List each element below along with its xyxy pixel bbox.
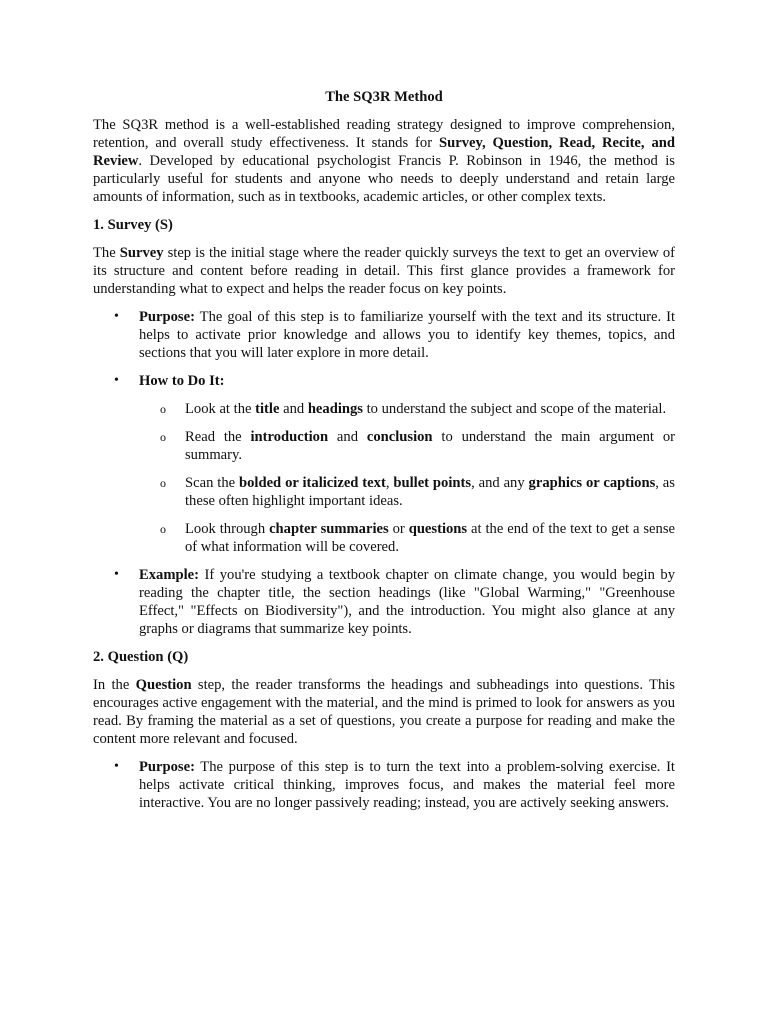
document-title: The SQ3R Method (325, 89, 443, 105)
intro-text-1: The SQ3R method is a well-established reading strategy designed to improve comprehension, retention, and overall study effectiveness. It stands for (93, 117, 675, 151)
sub-bullet-icon: o (160, 402, 166, 416)
subitem-text: or (388, 521, 409, 537)
bullet-icon: • (114, 567, 119, 582)
question-heading: 2. Question (Q) (93, 649, 189, 665)
survey-howto-subitem (139, 474, 675, 510)
question-bullet-list (93, 758, 675, 812)
subitem-text: Look at the (185, 401, 256, 417)
survey-paragraph (93, 244, 675, 298)
sub-bullet-icon: o (160, 522, 166, 536)
survey-purpose-text: The goal of this step is to familiarize yourself with the text and its structure. It helps to activate prior knowledge and allows you to identify key themes, topics, and sections that you will later explore in more detail. (139, 309, 675, 361)
subitem-text: to understand the subject and scope of the material. (362, 401, 667, 417)
subitem-text: , and any (471, 475, 529, 491)
survey-purpose-label: Purpose: (139, 309, 195, 325)
question-bold-term: Question (135, 677, 192, 693)
subitem-text: Read the (185, 429, 251, 445)
subitem-text: , as these often highlight important ideas. (185, 475, 675, 509)
question-text-1: In the (93, 677, 136, 693)
survey-example-label: Example: (139, 567, 199, 583)
document-body (93, 88, 675, 822)
survey-heading: 1. Survey (S) (93, 217, 173, 233)
survey-bold-term: Survey (119, 245, 164, 261)
survey-example-text: If you're studying a textbook chapter on climate change, you would begin by reading the chapter title, the section headings (like "Global Warming," "Greenhouse Effect," "Effects on Biodiversity"), and the introduction. You might also glance at any graphs or diagrams that summarize key points. (139, 567, 675, 637)
question-purpose-label: Purpose: (139, 759, 195, 775)
subitem-text: and (279, 401, 308, 417)
subitem-bold: graphics or captions (528, 475, 656, 491)
subitem-bold: bolded or italicized text (239, 475, 386, 491)
survey-howto-sublist (139, 400, 675, 556)
subitem-text: and (328, 429, 367, 445)
subitem-text: Scan the (185, 475, 239, 491)
sub-bullet-icon: o (160, 430, 166, 444)
sub-bullet-icon: o (160, 476, 166, 490)
survey-howto-subitem (139, 520, 675, 556)
survey-howto-subitem (139, 400, 675, 418)
survey-bullet-list (93, 308, 675, 638)
intro-paragraph (93, 116, 675, 206)
subitem-bold: chapter summaries (269, 521, 389, 537)
survey-text-2: step is the initial stage where the reader quickly surveys the text to get an overview of its structure and content before reading in detail. This first glance provides a framework for understanding what to expect and helps the reader focus on key points. (93, 245, 675, 297)
subitem-text: , (385, 475, 394, 491)
subitem-bold: introduction (250, 429, 329, 445)
survey-purpose-item (93, 308, 675, 362)
bullet-icon: • (114, 373, 119, 388)
question-purpose-text: The purpose of this step is to turn the text into a problem-solving exercise. It helps activate critical thinking, improves focus, and makes the material feel more interactive. You are no longer passively reading; instead, you are actively seeking answers. (139, 759, 675, 811)
question-text-2: step, the reader transforms the headings and subheadings into questions. This encourages active engagement with the material, and the mind is primed to look for answers as you read. By framing the material as a set of questions, you create a purpose for reading and make the content more relevant and focused. (93, 677, 675, 747)
survey-example-item (93, 566, 675, 638)
subitem-text: at the end of the text to get a sense of what information will be covered. (185, 521, 675, 555)
subitem-text: to understand the main argument or summary. (185, 429, 675, 463)
subitem-bold: headings (307, 401, 363, 417)
survey-text-1: The (93, 245, 120, 261)
question-purpose-item (93, 758, 675, 812)
survey-howto-item (93, 372, 675, 556)
subitem-text: Look through (185, 521, 270, 537)
subitem-bold: bullet points (393, 475, 472, 491)
bullet-icon: • (114, 309, 119, 324)
subitem-bold: conclusion (366, 429, 433, 445)
intro-bold-steps: Survey, Question, Read, Recite, and Review (93, 135, 675, 169)
survey-howto-label: How to Do It: (139, 373, 225, 389)
subitem-bold: title (255, 401, 280, 417)
bullet-icon: • (114, 759, 119, 774)
intro-text-2: . Developed by educational psychologist Francis P. Robinson in 1946, the method is particularly useful for students and anyone who needs to deeply understand and retain large amounts of information, such as in textbooks, academic articles, or other complex texts. (93, 153, 675, 205)
survey-howto-subitem (139, 428, 675, 464)
subitem-bold: questions (408, 521, 468, 537)
question-paragraph (93, 676, 675, 748)
